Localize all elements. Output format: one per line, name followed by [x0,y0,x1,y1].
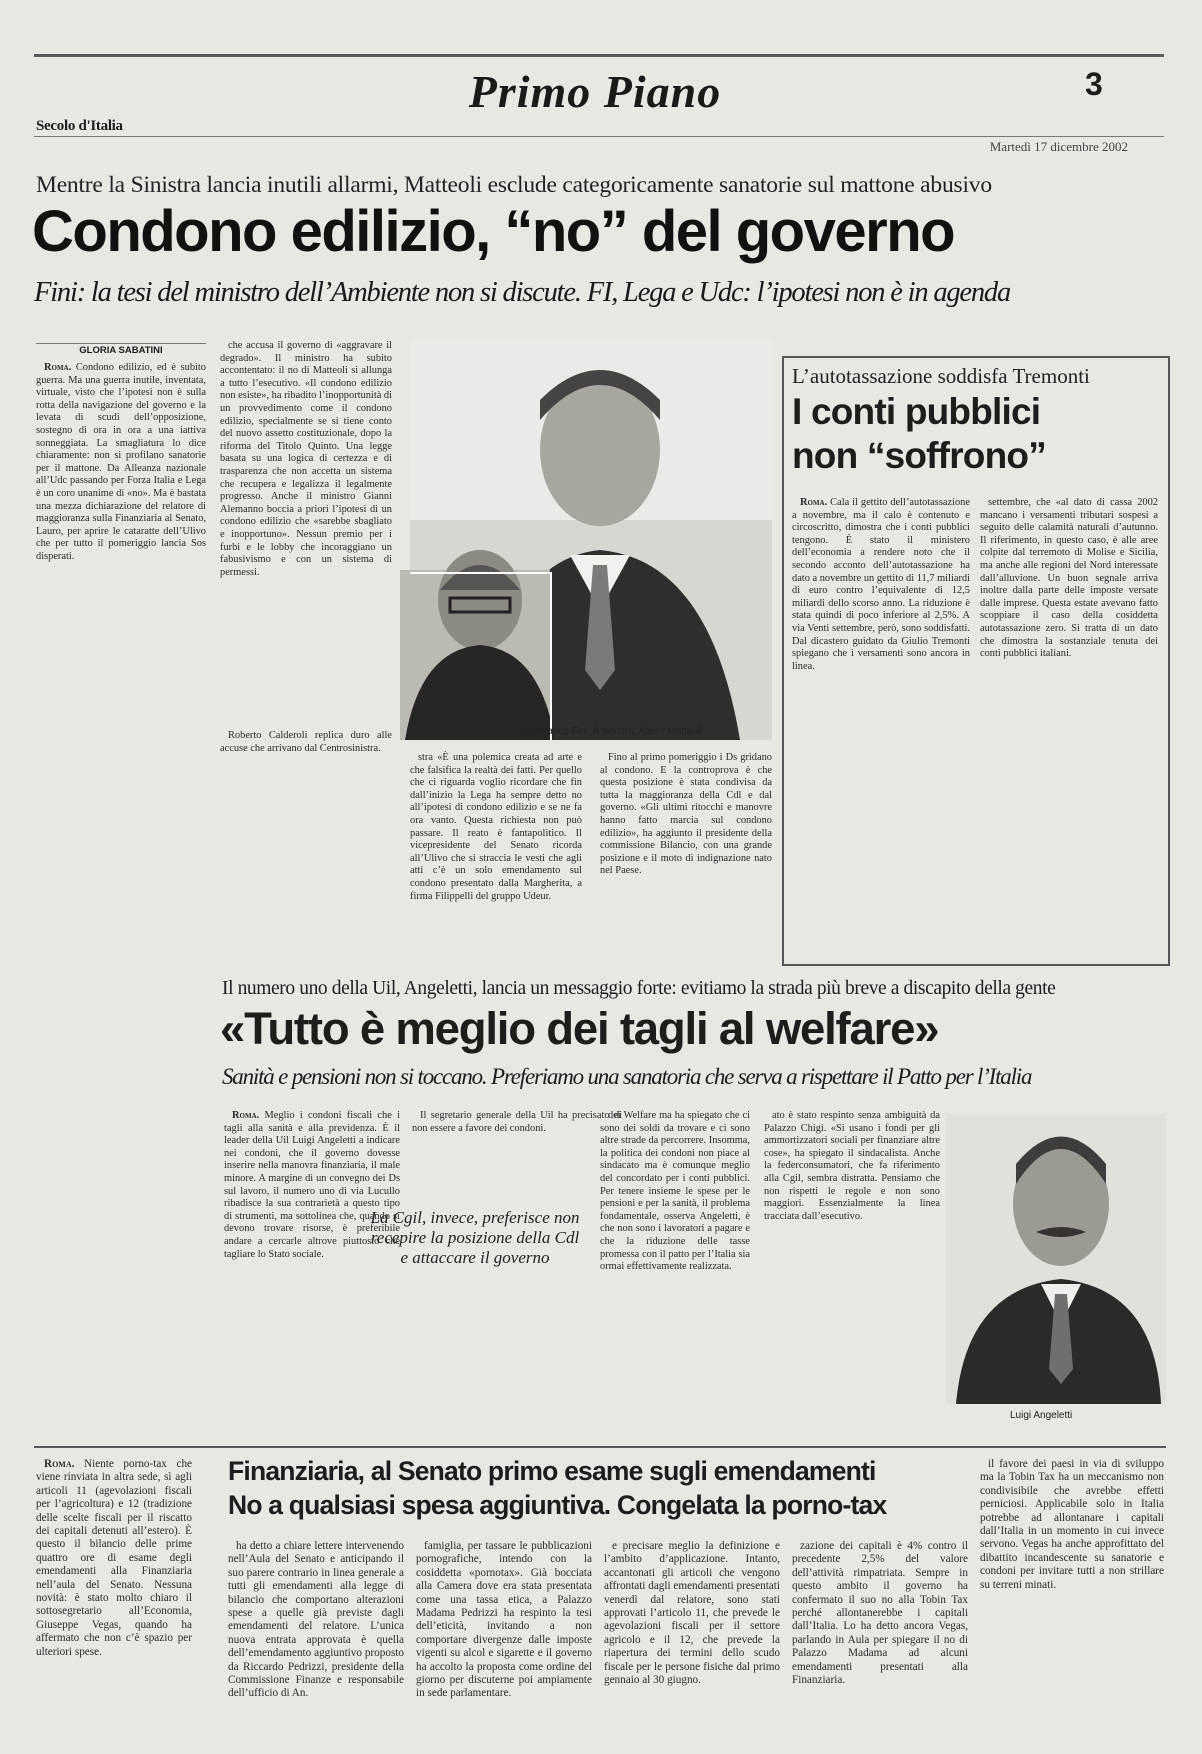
main-col-4 [600,752,772,962]
main-col-1-text: Condono edilizio, ed è subito guerra. Ma una guerra inutile, inventata, virtuale, visto che l’ipotesi non è sulla rotta della navigazione del governo e la levata di scudi dell’opposizione, sostegno di ora in ora a una iattiva sonneggiata. La smagliatura lo dice chiaramente: non si profilano sanatorie per il mattone. Da Alleanza nazionale all’Udc passando per Forza Italia e Lega è un coro unanime di «no». Ma è bastata una mezza dichiarazione del relatore di maggioranza sulla Finanziaria al Senato, Lauro, per aprire le cataratte dell’Ulivo che per tutto il pomeriggio lancia Sos disperati. [36,362,206,562]
bottom-col-6 [980,1458,1164,1748]
bottom-col-5-text: zazione dei capitali è 4% contro il precedente 2,5% del valore dell’attività rimpatriata. Sempre in questo ambito il governo ha confermato il suo no alla Tobin Tax perché allontanerebbe i capitali dall’Italia. Lo ha detto ancora Vegas, parlando in Aula per spiegare il no di Palazzo Madama ad alcuni emendamenti presentati alla Finanziaria. [792,1540,968,1687]
uil-col-1 [224,1110,400,1430]
header-rule [34,136,1164,137]
main-col-3-text: stra «È una polemica creata ad arte e che falsifica la realtà dei fatti. Per quello che ci riguarda voglio ricordare che fin dall’inizio la Lega ha sempre detto no all’ipotesi di condono edilizio e se ne fa ora vanto. Questa richiesta non può passare. Il reato è fantapolitico. Il vicepresidente del Senato ricorda all’Ulivo che si straccia le vesti che agli atti c’è un solo emendamento sul condono presentato dalla Margherita, a firma Filippelli del gruppo Udeur. [410,752,582,902]
main-col-2b: Roberto Calderoli replica duro alle accuse che arrivano dal Centrosinistra. [220,730,392,754]
uil-col-3-text: ato è stato respinto senza ambiguità da Palazzo Chigi. «Si usano i fondi per gli ammortizzatori sociali per finanziare altre cose», ha spiegato il sindacalista. Anche la federconsumatori, che fa riferimento alla Cgil, sembra distratta. Pensiamo che non rispetti le regole e non sono maggiori. Essenzialmente la linea tracciata dall’esecutivo. [764,1110,940,1222]
bottom-dateline: Roma. [44,1458,75,1470]
bottom-col-1-text: Niente porno-tax che viene rinviata in altra sede, sì agli articoli 11 (agevolazioni fiscali per l’agricoltura) e 12 (tradizione delle scelte fiscali per il riscatto dei capitali detenuti all’estero). È questo il bilancio delle prime quattro ore di esame degli emendamenti alla Finanziaria nell’aula del Senato. Nessuna novità: è stato molto chiaro il sottosegretario all’Economia, Giuseppe Vegas, quando ha affermato che non c’è spazio per ulteriori spese. [36,1458,193,1658]
uil-col-2 [412,1110,622,1210]
bottom-col-6-text: il favore dei paesi in via di sviluppo ma la Tobin Tax ha un meccanismo non condivisibile che avrebbe effetti perniciosi. Applicabile solo in Italia potrebbe ad allontanare i capitali dall’Italia in un momento in cui invece servono. Vegas ha anche approfittato del dibattito incandescente su sanatorie e condoni per invitare tutti a non strillare su terreni minati. [980,1458,1164,1591]
main-photo [410,340,772,740]
uil-col-2b [600,1110,750,1430]
main-col-3 [410,752,582,962]
bottom-headline-1: Finanziaria, al Senato primo esame sugli emendamenti [228,1456,876,1486]
fini-photo-graphic [410,340,772,740]
section-title: Primo Piano [468,66,722,117]
bottom-col-2 [228,1540,404,1748]
uil-col-2a-text: Il segretario generale della Uil ha precisato di non essere a favore dei condoni. [412,1110,622,1134]
bottom-col-3 [416,1540,592,1748]
main-col-4-text: Fino al primo pomeriggio i Ds gridano al condono. E la controprova è che questa posizione è stata condivisa da tutta la maggioranza della Cdl e dal governo. «Gli ultimi ritocchi e manovre hanno fatto marcia sul condono edilizio», ha aggiunto il presidente della commissione Bilancio, con una grande posizione e il moto di indignazione nato nel Paese. [600,752,772,877]
uil-headline: «Tutto è meglio dei tagli al welfare» [220,1003,939,1054]
sidebar-col-1-text: Cala il gettito dell’autotassazione a novembre, ma il calo è contenuto e circoscritto, dimostra che i conti pubblici tengono. È stato il ministero dell’economia a rendere noto che il secondo acconto dell’autotassazione ha dato a novembre un gettito di 11,7 miliardi di euro contro l’equivalente di 12,5 miliardi dello scorso anno. La riduzione è stata quindi di poco inferiore al 2,5%. A via Venti settembre, però, sono soddisfatti. Dal dicastero guidato da Giulio Tremonti spiegano che i versamenti sono ancora in linea. [792,497,970,672]
uil-col-2-text: dei Welfare ma ha spiegato che ci sono dei soldi da trovare e ci sono altre strade da percorrere. Insomma, la politica dei condoni non piace al sindacato ma è comunque meglio del concordato per i conti pubblici. Per tenere insieme le spese per le pensioni e per la sanità, il problema fondamentale, osserva Angeletti, è che non sono i lavoratori a pagare e che la riduzione delle tasse promessa con il patto per l’Italia sia ormai effettivamente realizzata. [600,1110,751,1273]
byline: GLORIA SABATINI [79,345,163,356]
sidebar-kicker: L’autotassazione soddisfa Tremonti [792,364,1090,388]
top-rule [34,54,1164,57]
uil-col-3 [764,1110,940,1430]
masthead: Secolo d'Italia [36,118,123,134]
main-col-1 [36,362,206,1362]
bottom-rule [34,1446,1166,1448]
sidebar-dateline: Roma. [800,497,828,508]
bottom-headline-2: No a qualsiasi spesa aggiuntiva. Congelata la porno-tax [228,1490,887,1520]
bottom-col-3-text: famiglia, per tassare le pubblicazioni pornografiche, intendo con la cosiddetta «pornotax». Già bocciata alla Camera dove era stata presentata come una tassa etica, a Palazzo Madama Pedrizzi ha respinto la tesi dell’eticità, invitando a non comportare divergenze dalle imposte vigenti su alcol e sigarette e il governo ha accolto la proposta come ordine del giorno per discuterne poi ampiamente in sede parlamentare. [416,1540,592,1700]
main-col-2 [220,340,392,578]
main-subhead: Fini: la tesi del ministro dell’Ambiente non si discute. FI, Lega e Udc: l’ipotesi non è in agenda [34,277,1011,308]
uil-kicker: Il numero uno della Uil, Angeletti, lancia un messaggio forte: evitiamo la strada più breve a discapito della gente [222,978,1056,999]
bottom-col-1 [36,1458,192,1748]
uil-dateline: Roma. [232,1110,260,1121]
uil-photo-caption: Luigi Angeletti [1010,1410,1073,1421]
sidebar-headline: I conti pubblici non “soffrono” [792,391,1046,476]
issue-date: Martedì 17 dicembre 2002 [989,139,1128,154]
uil-col-1-text: Meglio i condoni fiscali che i tagli alla sanità e alla previdenza. È il leader della Uil Luigi Angeletti a indicare nei condoni, che il governo dovesse inserire nella manovra finanziaria, il male minore. A margine di un convegno dei Ds sul lavoro, il numero uno di via Lucullo ribadisce la sua contrarietà a questo tipo di strumenti, ma sottolinea che, quando si devono trovare risorse, è preferibile andare a cercarle altrove piuttosto che tagliare lo Stato sociale. [224,1110,400,1260]
bottom-col-4 [604,1540,780,1748]
dateline: Roma. [44,362,72,373]
bottom-col-4-text: e precisare meglio la definizione e l’ambito d’applicazione. Intanto, accantonati gli articoli che vengono affrontati dagli emendamenti presentati venerdì dal relatore, sono stati approvati l’articolo 11, che prevede le agevolazioni fiscali per il settore agricolo e il 12, che prevede la riapertura dei termini dello scudo fiscale per le persone fisiche dal primo gennaio al 30 giugno. [604,1540,780,1687]
main-headline: Condono edilizio, “no” del governo [32,199,955,264]
sidebar-col-2 [980,497,1158,957]
uil-photo [946,1114,1166,1404]
main-kicker: Mentre la Sinistra lancia inutili allarmi, Matteoli esclude categoricamente sanatorie sul mattone abusivo [36,172,992,198]
main-col-2-text: che accusa il governo di «aggravare il degrado». Il ministro ha subito accontentato: il no di Matteoli si allunga a tutto l’esecutivo. «Il condono edilizio non esiste», ha ribadito l’inopportunità di un provvedimento come il condono edilizio, specialmente se si tiene conto del nuovo assetto costituzionale, dopo la riforma del Titolo Quinto. Una legge basata su una logica di certezza e di trasparenza che non accetta un sistema che recupera e legalizza il legalmente progresso. Anche il ministro Gianni Alemanno boccia a priori l’ipotesi di un condono edilizio che «sarebbe sbagliato e inopportuno». Nessun premio per i furbi e le lobby che incoraggiano un fabusivismo e con un sistema di permessi. [220,340,392,578]
byline-rule [36,343,206,344]
angeletti-photo-graphic [946,1114,1166,1404]
sidebar-col-1 [792,497,970,957]
sidebar-col-2-text: settembre, che «al dato di cassa 2002 mancano i versamenti tributari sospesi a seguito delle calamità naturali d’autunno. Il riferimento, in questo caso, è alle aree colpite dal terremoto di Molise e Sicilia, ma anche alle regioni del Nord interessate dall’alluvione. Un buon segnale arriva inoltre dalla parte delle imposte versate dalle imprese. Questa estate avevano fatto scoppiare il caso della cosiddetta autotassazione zero. Si tratta di un dato che dimostra la sostanziale tenuta dei conti pubblici italiani. [980,497,1158,660]
bottom-col-5 [792,1540,968,1748]
main-photo-caption: Gianfranco Fini. A sinistra, Altero Matteoli [520,726,703,737]
uil-subhead: Sanità e pensioni non si toccano. Preferiamo una sanatoria che serva a rispettare il Patto per l’Italia [222,1064,1032,1089]
page-number: 3 [1085,66,1103,102]
bottom-col-2-text: ha detto a chiare lettere intervenendo nell’Aula del Senato e anticipando il suo parere contrario in linea generale a tutti gli emendamenti alla legge di bilancio che comportano alterazioni spese a quelle già previste dagli emendamenti del relatore. L’unica nuova entrata approvata è quella dell’emendamento aggiuntivo proposto da Riccardo Pedrizzi, presidente della Commissione Finanze e responsabile dell’ufficio di An. [228,1540,404,1700]
uil-pull-quote: La Cgil, invece, preferisce non recepire la posizione della Cdl e attaccare il governo [370,1208,580,1267]
